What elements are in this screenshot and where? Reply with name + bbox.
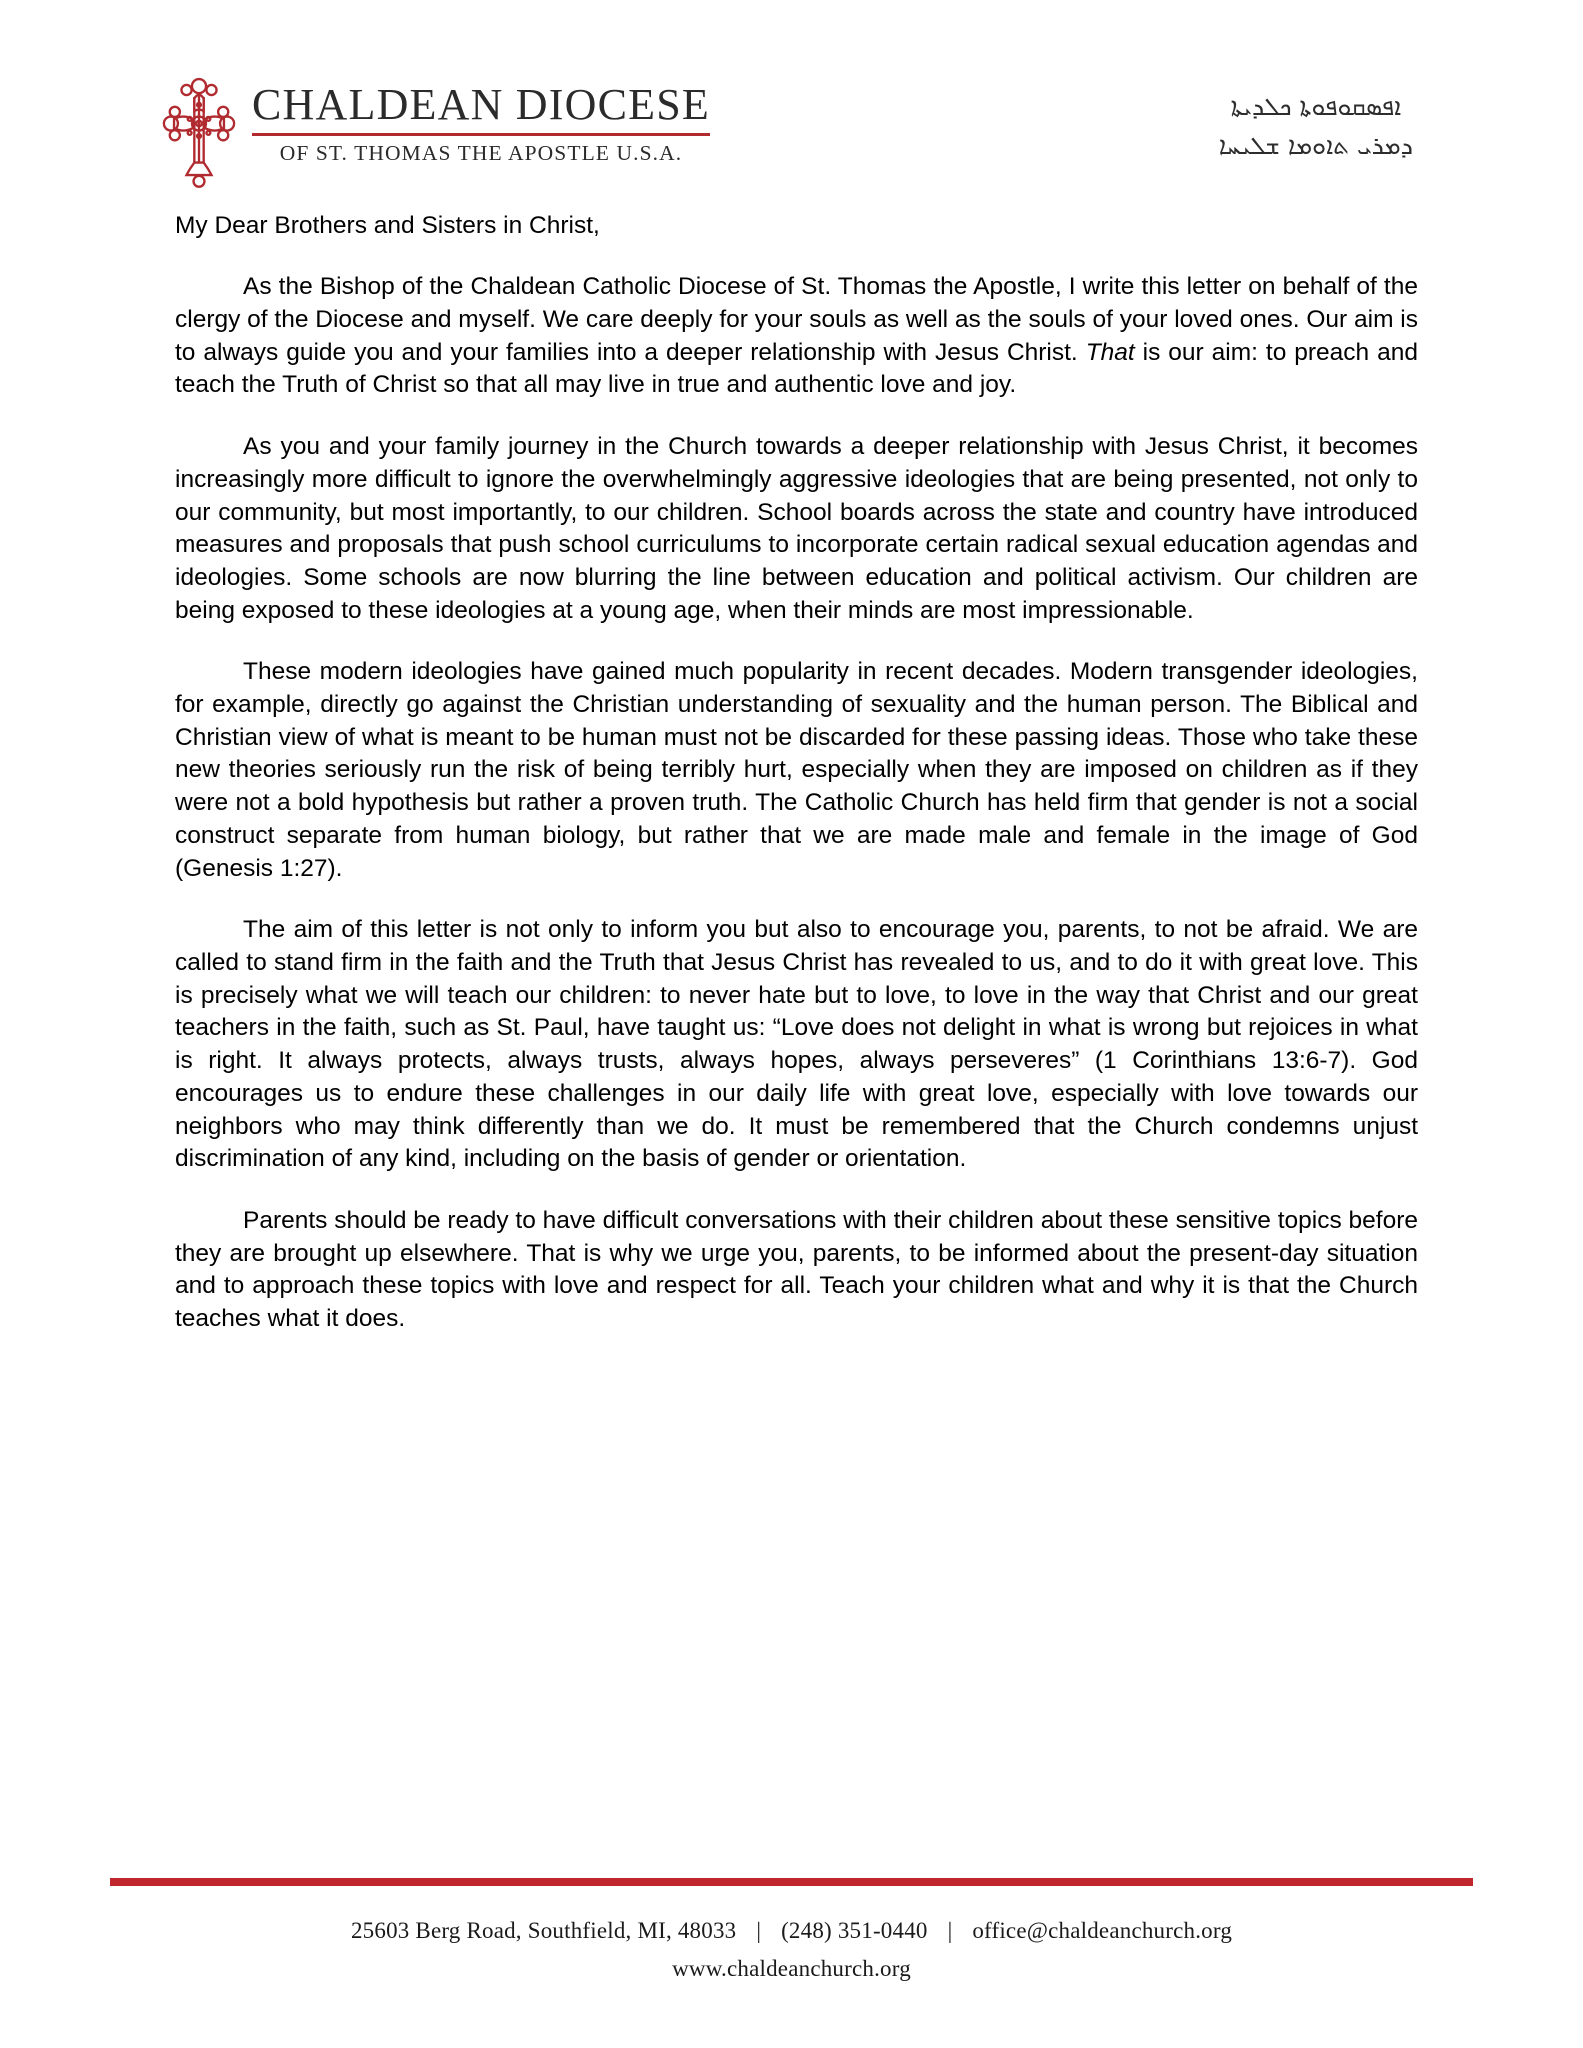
syriac-heading <box>1219 88 1413 166</box>
salutation: My Dear Brothers and Sisters in Christ, <box>175 212 600 239</box>
emphasis-text: That <box>1085 338 1135 366</box>
footer-website[interactable]: www.chaldeanchurch.org <box>672 1956 911 1982</box>
brand-text <box>252 82 710 166</box>
paragraph-2 <box>175 431 1418 627</box>
footer-divider <box>110 1878 1473 1886</box>
paragraph-4 <box>175 914 1418 1176</box>
footer-website-line <box>110 1950 1473 1988</box>
letter-body <box>0 190 1583 1336</box>
syriac-line-2: ܕܡܪܝ ܬܐܘܡܐ ܫܠܝܚܐ <box>1218 130 1413 160</box>
paragraph-3 <box>175 656 1418 885</box>
title-divider <box>252 133 710 136</box>
paragraph-1 <box>175 271 1418 402</box>
syriac-line-1: ܐܦܣܩܘܦܘܬܐ ܟܠܕܝܬܐ <box>1230 92 1402 121</box>
body-text: As the Bishop of the Chaldean Catholic Diocese of St. Thomas the Apostle, I write this letter on behalf of the clergy of the Diocese and myself. We care deeply for your souls as well as the souls of your loved ones. Our aim is to always guide you and your families into a deeper relationship with Jesus Christ. <box>175 273 1418 366</box>
letterhead <box>0 0 1583 190</box>
footer-phone[interactable]: (248) 351-0440 <box>781 1918 928 1944</box>
body-text: The aim of this letter is not only to inform you but also to encourage you, parents, to not be afraid. We are called to stand firm in the faith and the Truth that Jesus Christ has revealed to us, and to do it with great love. This is precisely what we will teach our children: to never hate but to love, to love in the way that Christ and our great teachers in the faith, such as St. Paul, have taught us: “Love does not delight in what is wrong but rejoices in what is right. It always protects, always trusts, always hopes, always perseveres” (1 Corinthians 13:6-7). God encourages us to endure these challenges in our daily life with great love, especially with love towards our neighbors who may think differently than we do. It must be remembered that the Church condemns unjust discrimination of any kind, including on the basis of gender or orientation. <box>175 916 1418 1173</box>
footer-separator-2: | <box>947 1918 953 1944</box>
body-text: is our aim: to preach and teach the Truth of Christ so that all may live in true and authentic love and joy. <box>175 338 1419 399</box>
footer-email[interactable]: office@chaldeanchurch.org <box>972 1918 1233 1944</box>
footer <box>0 1878 1583 1988</box>
diocese-title: CHALDEAN DIOCESE <box>252 80 710 129</box>
footer-separator-1: | <box>756 1918 762 1944</box>
brand-block <box>160 58 710 188</box>
body-text: These modern ideologies have gained much popularity in recent decades. Modern transgender ideologies, for example, directly go against the Christian understanding of sexuality and the human person. The Biblical and Christian view of what is meant to be human must not be discarded for these passing ideas. Those who take these new theories seriously run the risk of being terribly hurt, especially when they are imposed on children as if they were not a bold hypothesis but rather a proven truth. The Catholic Church has held firm that gender is not a social construct separate from human biology, but rather that we are made male and female in the image of God (Genesis 1:27). <box>175 658 1418 882</box>
chaldean-cross-icon <box>160 70 238 188</box>
body-text: As you and your family journey in the Church towards a deeper relationship with Jesus Christ, it becomes increasingly more difficult to ignore the overwhelmingly aggressive ideologies that are being presented, not only to our community, but most importantly, to our children. School boards across the state and country have introduced measures and proposals that push school curriculums to incorporate certain radical sexual education agendas and ideologies. Some schools are now blurring the line between education and political activism. Our children are being exposed to these ideologies at a young age, when their minds are most impressionable. <box>175 433 1418 624</box>
footer-contact-line <box>110 1912 1473 1950</box>
diocese-subtitle: OF ST. THOMAS THE APOSTLE U.S.A. <box>279 141 683 166</box>
body-text: Parents should be ready to have difficult conversations with their children about these sensitive topics before they are brought up elsewhere. That is why we urge you, parents, to be informed about the present-day situation and to approach these topics with love and respect for all. Teach your children what and why it is that the Church teaches what it does. <box>175 1206 1418 1333</box>
footer-address: 25603 Berg Road, Southfield, MI, 48033 <box>350 1918 737 1944</box>
paragraph-5 <box>175 1205 1418 1336</box>
